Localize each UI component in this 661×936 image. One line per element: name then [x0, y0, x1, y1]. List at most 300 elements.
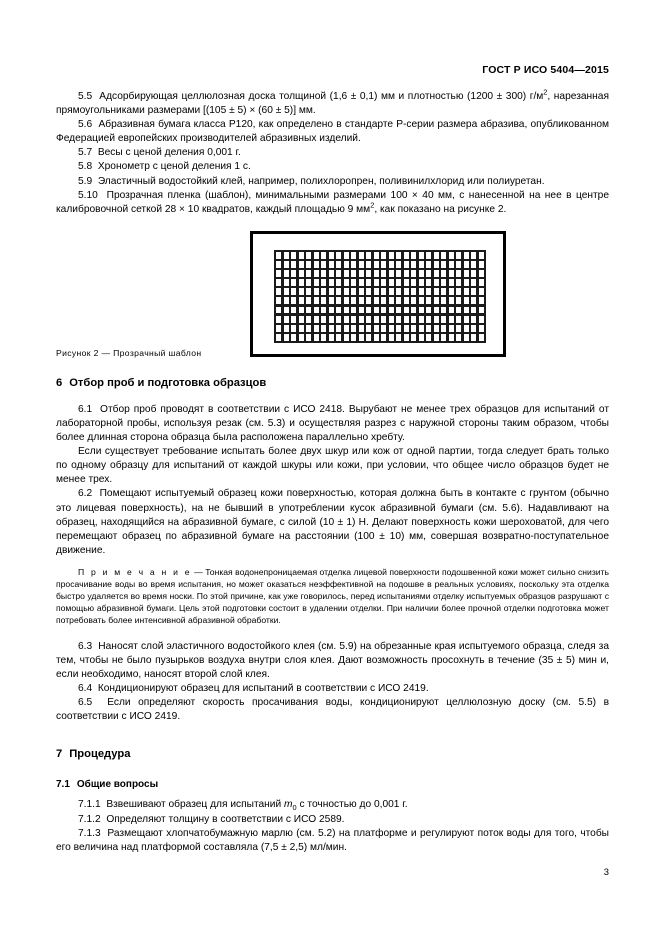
clause-6-1: 6.1 Отбор проб проводят в соответствии с ИСО 2418. Вырубают не менее трех образцов для испытаний от лабораторной пробы, используя резак (см. 5.3) и осуществляя разрез с наружной стороны таким образом, чтобы более длинная сторона образца была расположена параллельно хребту. — [56, 403, 609, 444]
grid-cell — [389, 279, 394, 286]
grid-cell — [344, 334, 349, 341]
clause-7-1-2: 7.1.2 Определяют толщину в соответствии с ИСО 2589. — [78, 813, 345, 825]
clause-6-4: 6.4 Кондиционируют образец для испытаний в соответствии с ИСО 2419. — [78, 683, 429, 695]
grid-cell — [299, 334, 304, 341]
grid-cell — [411, 307, 416, 314]
grid-cell — [291, 334, 296, 341]
grid-cell — [299, 297, 304, 304]
figure-2-caption: Рисунок 2 — Прозрачный шаблон — [56, 347, 202, 358]
grid-cell — [389, 270, 394, 277]
grid-cell — [291, 297, 296, 304]
grid-cell — [479, 261, 484, 268]
grid-cell — [276, 261, 281, 268]
grid-cell — [479, 252, 484, 259]
grid-cell — [276, 279, 281, 286]
grid-cell — [464, 334, 469, 341]
grid-cell — [306, 307, 311, 314]
note-text: Тонкая водонепроницаемая отделка лицевой поверхности подошвенной кожи может сильно снизить просачивание воды во время испытания, но может оказаться неэффективной на подошве в реальных условиях, поскольку эта отделка быстро удаляется во время носки. По этой причине, как уже говорилось, перед испытаниями отделку испытуемых образцов разрушают с помощью абразивной бумаги. Цель этой подготовки состоит в удалении отделки. При наличии более прочной отделки подготовка может потребовать более интенсивной абразивной обработки. — [56, 566, 609, 625]
grid-cell — [314, 307, 319, 314]
grid-cell — [396, 279, 401, 286]
grid-cell — [321, 297, 326, 304]
grid-cell — [456, 279, 461, 286]
grid-cell — [411, 279, 416, 286]
grid-cell — [276, 270, 281, 277]
grid-cell — [321, 325, 326, 332]
grid-cell — [426, 325, 431, 332]
grid-cell — [291, 288, 296, 295]
grid-cell — [306, 316, 311, 323]
grid-cell — [306, 288, 311, 295]
grid-cell — [419, 297, 424, 304]
grid-cell — [321, 334, 326, 341]
grid-cell — [291, 307, 296, 314]
grid-cell — [396, 307, 401, 314]
grid-cell — [336, 316, 341, 323]
grid-cell — [336, 270, 341, 277]
grid-cell — [351, 316, 356, 323]
grid-cell — [434, 252, 439, 259]
grid-cell — [314, 261, 319, 268]
spacer — [56, 558, 609, 566]
grid-cell — [419, 334, 424, 341]
grid-cell — [426, 270, 431, 277]
grid-cell — [456, 288, 461, 295]
grid-cell — [381, 261, 386, 268]
grid-cell — [479, 325, 484, 332]
grid-cell — [359, 325, 364, 332]
grid-cell — [396, 316, 401, 323]
grid-cell — [299, 325, 304, 332]
grid-cell — [306, 297, 311, 304]
grid-cell — [434, 288, 439, 295]
grid-cell — [404, 325, 409, 332]
document-header-title: ГОСТ Р ИСО 5404—2015 — [482, 64, 609, 76]
grid-cell — [276, 325, 281, 332]
grid-cell — [441, 261, 446, 268]
grid-cell — [449, 252, 454, 259]
grid-cell — [359, 270, 364, 277]
grid-cell — [404, 307, 409, 314]
spacer — [56, 76, 609, 90]
grid-cell — [366, 325, 371, 332]
grid-cell — [329, 334, 334, 341]
grid-cell — [456, 334, 461, 341]
grid-cell — [344, 297, 349, 304]
clause-5-9: 5.9 Эластичный водостойкий клей, например, полихлоропрен, поливинилхлорид или полиуретан. — [78, 175, 545, 187]
grid-cell — [381, 297, 386, 304]
grid-cell — [336, 307, 341, 314]
grid-cell — [471, 252, 476, 259]
grid-cell — [471, 279, 476, 286]
grid-cell — [321, 288, 326, 295]
grid-cell — [389, 288, 394, 295]
grid-cell — [441, 270, 446, 277]
grid-cell — [411, 297, 416, 304]
grid-cell — [449, 307, 454, 314]
grid-cell — [381, 279, 386, 286]
grid-cell — [351, 334, 356, 341]
grid-cell — [419, 270, 424, 277]
grid-cell — [464, 270, 469, 277]
grid-cell — [351, 307, 356, 314]
grid-cell — [299, 252, 304, 259]
grid-cell — [314, 270, 319, 277]
grid-cell — [389, 334, 394, 341]
grid-cell — [299, 261, 304, 268]
grid-cell — [426, 297, 431, 304]
grid-cell — [291, 279, 296, 286]
grid-cell — [464, 325, 469, 332]
clause-group-5 — [56, 87, 609, 217]
spacer — [56, 389, 609, 403]
grid-cell — [411, 316, 416, 323]
grid-cell — [336, 297, 341, 304]
grid-cell — [389, 297, 394, 304]
grid-cell — [344, 261, 349, 268]
grid-cell — [426, 288, 431, 295]
grid-cell — [426, 307, 431, 314]
grid-cell — [284, 307, 289, 314]
grid-cell — [291, 325, 296, 332]
grid-cell — [419, 261, 424, 268]
grid-cell — [479, 270, 484, 277]
grid-cell — [456, 261, 461, 268]
grid-cell — [291, 261, 296, 268]
grid-cell — [351, 297, 356, 304]
grid-cell — [449, 270, 454, 277]
grid-cell — [464, 261, 469, 268]
grid-cell — [419, 279, 424, 286]
grid-cell — [389, 325, 394, 332]
grid-cell — [411, 261, 416, 268]
grid-cell — [306, 279, 311, 286]
grid-cell — [284, 288, 289, 295]
grid-cell — [464, 288, 469, 295]
grid-cell — [464, 297, 469, 304]
grid-cell — [419, 307, 424, 314]
grid-cell — [374, 316, 379, 323]
grid-cell — [374, 261, 379, 268]
page-number: 3 — [603, 866, 609, 877]
grid-cell — [336, 334, 341, 341]
grid-cell — [284, 325, 289, 332]
grid-cell — [321, 279, 326, 286]
grid-cell — [366, 252, 371, 259]
grid-cell — [434, 334, 439, 341]
clause-6-3: 6.3 Наносят слой эластичного водостойкого клея (см. 5.9) на обрезанные края испытуемого образца, следя за тем, чтобы не было пузырьков воздуха внутри слоя клея. Дают возможность просохнуть в течение (35 ± 5) мин и, если необходимо, наносят второй слой клея. — [56, 640, 609, 681]
clause-7-1-1: 7.1.1 Взвешивают образец для испытаний $m_0$ с точностью до 0,001 г. — [78, 799, 408, 813]
grid-cell — [381, 252, 386, 259]
grid-cell — [314, 297, 319, 304]
grid-cell — [344, 288, 349, 295]
grid-cell — [419, 288, 424, 295]
grid-cell — [299, 307, 304, 314]
grid-cell — [479, 297, 484, 304]
section-6-title: Отбор проб и подготовка образцов — [69, 376, 267, 389]
grid-cell — [471, 297, 476, 304]
grid-cell — [329, 288, 334, 295]
grid-cell — [396, 325, 401, 332]
grid-cell — [374, 325, 379, 332]
grid-cell — [396, 288, 401, 295]
grid-cell — [306, 325, 311, 332]
grid-cell — [351, 261, 356, 268]
grid-cell — [366, 307, 371, 314]
grid-cell — [404, 316, 409, 323]
grid-cell — [464, 307, 469, 314]
grid-cell — [344, 307, 349, 314]
grid-cell — [389, 307, 394, 314]
grid-cell — [336, 261, 341, 268]
grid-cell — [321, 261, 326, 268]
clause-6-5: 6.5 Если определяют скорость просачивания воды, кондиционируют целлюлозную доску (см. 5.5) в соответствии с ИСО 2419. — [56, 697, 609, 723]
section-7-title: Процедура — [69, 748, 131, 761]
grid-cell — [276, 252, 281, 259]
grid-cell — [456, 325, 461, 332]
grid-cell — [404, 334, 409, 341]
grid-cell — [336, 252, 341, 259]
clause-5-6: 5.6 Абразивная бумага класса Р120, как определено в стандарте Р-серии размера абразива, опубликованном Федерацией европейских производителей абразивных изделий. — [56, 119, 609, 145]
grid-cell — [419, 252, 424, 259]
grid-cell — [299, 270, 304, 277]
grid-cell — [441, 307, 446, 314]
grid-cell — [396, 270, 401, 277]
grid-cell — [434, 297, 439, 304]
grid-cell — [351, 325, 356, 332]
grid-cell — [449, 316, 454, 323]
grid-cell — [426, 261, 431, 268]
grid-cell — [434, 316, 439, 323]
grid-cell — [426, 279, 431, 286]
grid-cell — [374, 288, 379, 295]
grid-cell — [411, 270, 416, 277]
grid-cell — [344, 325, 349, 332]
section-7-number: 7 — [56, 748, 63, 761]
grid-cell — [359, 316, 364, 323]
grid-cell — [381, 334, 386, 341]
subsection-7-1-number: 7.1 — [56, 779, 70, 791]
grid-cell — [441, 334, 446, 341]
grid-cell — [276, 334, 281, 341]
grid-cell — [336, 288, 341, 295]
clause-6-1-cont: Если существует требование испытать более двух шкур или кож от одной партии, тогда следует брать только по одному образцу для испытаний от каждой шкуры или кожи, при условии, что общее число образцов будет не менее трех. — [56, 446, 609, 486]
grid-cell — [471, 288, 476, 295]
grid-cell — [396, 261, 401, 268]
grid-cell — [366, 316, 371, 323]
grid-cell — [329, 297, 334, 304]
grid-cell — [314, 279, 319, 286]
grid-cell — [441, 288, 446, 295]
grid-cell — [434, 325, 439, 332]
grid-cell — [381, 316, 386, 323]
grid-cell — [441, 316, 446, 323]
grid-cell — [471, 270, 476, 277]
grid-cell — [351, 252, 356, 259]
grid-cell — [344, 270, 349, 277]
section-6-number: 6 — [56, 376, 63, 389]
grid-cell — [426, 316, 431, 323]
grid-cell — [329, 261, 334, 268]
grid-cell — [381, 325, 386, 332]
grid-cell — [479, 316, 484, 323]
grid-cell — [359, 297, 364, 304]
grid-cell — [359, 261, 364, 268]
grid-cell — [374, 297, 379, 304]
grid-cell — [479, 279, 484, 286]
grid-cell — [321, 316, 326, 323]
grid-cell — [359, 307, 364, 314]
grid-cell — [299, 316, 304, 323]
clause-5-5: 5.5 Адсорбирующая целлюлозная доска толщиной (1,6 ± 0,1) мм и плотностью (1200 ± 300) $г/м^2$, нарезанная прямоугольниками размерами [(105 ± 5) × (60 ± 5)] мм. — [56, 87, 609, 117]
subsection-7-1-title: Общие вопросы — [76, 779, 159, 791]
spacer — [56, 760, 609, 779]
grid-cell — [456, 297, 461, 304]
grid-cell — [404, 297, 409, 304]
grid-cell — [306, 334, 311, 341]
grid-cell — [351, 270, 356, 277]
grid-cell — [374, 307, 379, 314]
grid-cell — [426, 334, 431, 341]
grid-cell — [419, 325, 424, 332]
grid-cell — [336, 279, 341, 286]
grid-cell — [306, 261, 311, 268]
grid-cell — [314, 325, 319, 332]
grid-cell — [314, 316, 319, 323]
grid-cell — [351, 288, 356, 295]
grid-cell — [411, 252, 416, 259]
grid-cell — [284, 252, 289, 259]
grid-cell — [374, 279, 379, 286]
grid-cell — [479, 334, 484, 341]
grid-cell — [374, 270, 379, 277]
grid-cell — [479, 307, 484, 314]
grid-cell — [471, 325, 476, 332]
subsection-7-1-heading — [56, 779, 609, 790]
grid-cell — [344, 316, 349, 323]
clause-7-1-3: 7.1.3 Размещают хлопчатобумажную марлю (см. 5.2) на платформе и регулируют поток воды для того, чтобы его величина над платформой составляла (7,5 ± 2,5) мл/мин. — [56, 827, 609, 853]
grid-cell — [449, 334, 454, 341]
grid-cell — [389, 316, 394, 323]
grid-cell — [434, 279, 439, 286]
grid-cell — [321, 270, 326, 277]
grid-cell — [441, 279, 446, 286]
grid-cell — [329, 270, 334, 277]
grid-cell — [284, 297, 289, 304]
grid-cell — [344, 279, 349, 286]
grid-cell — [366, 334, 371, 341]
grid-cell — [404, 279, 409, 286]
grid-cell — [389, 261, 394, 268]
grid-cell — [434, 307, 439, 314]
section-6-heading — [56, 377, 609, 389]
grid-cell — [389, 252, 394, 259]
grid-cell — [276, 316, 281, 323]
grid-cell — [366, 270, 371, 277]
clause-5-10: 5.10 Прозрачная пленка (шаблон), минимальными размерами 100 × 40 мм, с нанесенной на нее в центре калибровочной сеткой 28 × 10 квадратов, каждый площадью 9 $мм^2$, как показано на рисунке 2. — [56, 189, 609, 215]
grid-cell — [291, 270, 296, 277]
grid-cell — [434, 261, 439, 268]
grid-cell — [284, 334, 289, 341]
grid-cell — [404, 252, 409, 259]
grid-cell — [329, 307, 334, 314]
grid-cell — [359, 279, 364, 286]
grid-cell — [456, 307, 461, 314]
grid-cell — [456, 316, 461, 323]
grid-cell — [284, 261, 289, 268]
grid-cell — [284, 316, 289, 323]
page-content — [56, 0, 609, 855]
grid-cell — [291, 316, 296, 323]
clause-6-2: 6.2 Помещают испытуемый образец кожи поверхностью, которая должна быть в контакте с грунтом (обычно это лицевая поверхность), на не бывший в употреблении кусок абразивной бумаги (см. 5.6). Надавливают на образец, находящийся на абразивной бумаге, с силой (10 ± 1) Н. Делают поверхность кожи шероховатой, для чего перемещают образец по абразивной бумаге на расстоянии (100 ± 10) мм, совершая возвратно-поступательное движение. — [56, 488, 609, 556]
grid-cell — [284, 279, 289, 286]
grid-cell — [464, 252, 469, 259]
grid-cell — [359, 288, 364, 295]
spacer — [56, 790, 609, 798]
grid-cell — [336, 325, 341, 332]
grid-cell — [441, 325, 446, 332]
grid-cell — [471, 307, 476, 314]
grid-cell — [329, 252, 334, 259]
figure-2 — [56, 227, 609, 377]
grid-cell — [471, 261, 476, 268]
note-label: П р и м е ч а н и е — [78, 566, 192, 577]
grid-cell — [449, 288, 454, 295]
grid-cell — [374, 252, 379, 259]
grid-cell — [329, 325, 334, 332]
grid-cell — [329, 316, 334, 323]
grid-cell — [276, 307, 281, 314]
grid-cell — [404, 261, 409, 268]
grid-cell — [299, 288, 304, 295]
grid-cell — [306, 252, 311, 259]
grid-cell — [471, 334, 476, 341]
calibration-grid — [274, 250, 486, 343]
grid-cell — [396, 334, 401, 341]
grid-cell — [434, 270, 439, 277]
grid-cell — [381, 270, 386, 277]
grid-cell — [381, 307, 386, 314]
grid-cell — [464, 316, 469, 323]
grid-cell — [314, 334, 319, 341]
grid-cell — [404, 270, 409, 277]
grid-cell — [321, 252, 326, 259]
grid-cell — [291, 252, 296, 259]
grid-cell — [479, 288, 484, 295]
grid-cell — [464, 279, 469, 286]
grid-cell — [366, 261, 371, 268]
grid-cell — [426, 252, 431, 259]
grid-cell — [456, 270, 461, 277]
note-block — [56, 566, 609, 626]
grid-cell — [321, 307, 326, 314]
figure-2-frame — [250, 231, 506, 357]
grid-cell — [449, 261, 454, 268]
grid-cell — [449, 297, 454, 304]
grid-cell — [366, 297, 371, 304]
grid-cell — [351, 279, 356, 286]
grid-cell — [411, 334, 416, 341]
grid-cell — [381, 288, 386, 295]
grid-cell — [359, 334, 364, 341]
grid-cell — [449, 325, 454, 332]
grid-cell — [449, 279, 454, 286]
grid-cell — [419, 316, 424, 323]
grid-cell — [411, 325, 416, 332]
spacer — [56, 626, 609, 640]
note-dash: — — [191, 566, 206, 577]
grid-cell — [456, 252, 461, 259]
clause-5-7: 5.7 Весы с ценой деления 0,001 г. — [78, 147, 241, 159]
